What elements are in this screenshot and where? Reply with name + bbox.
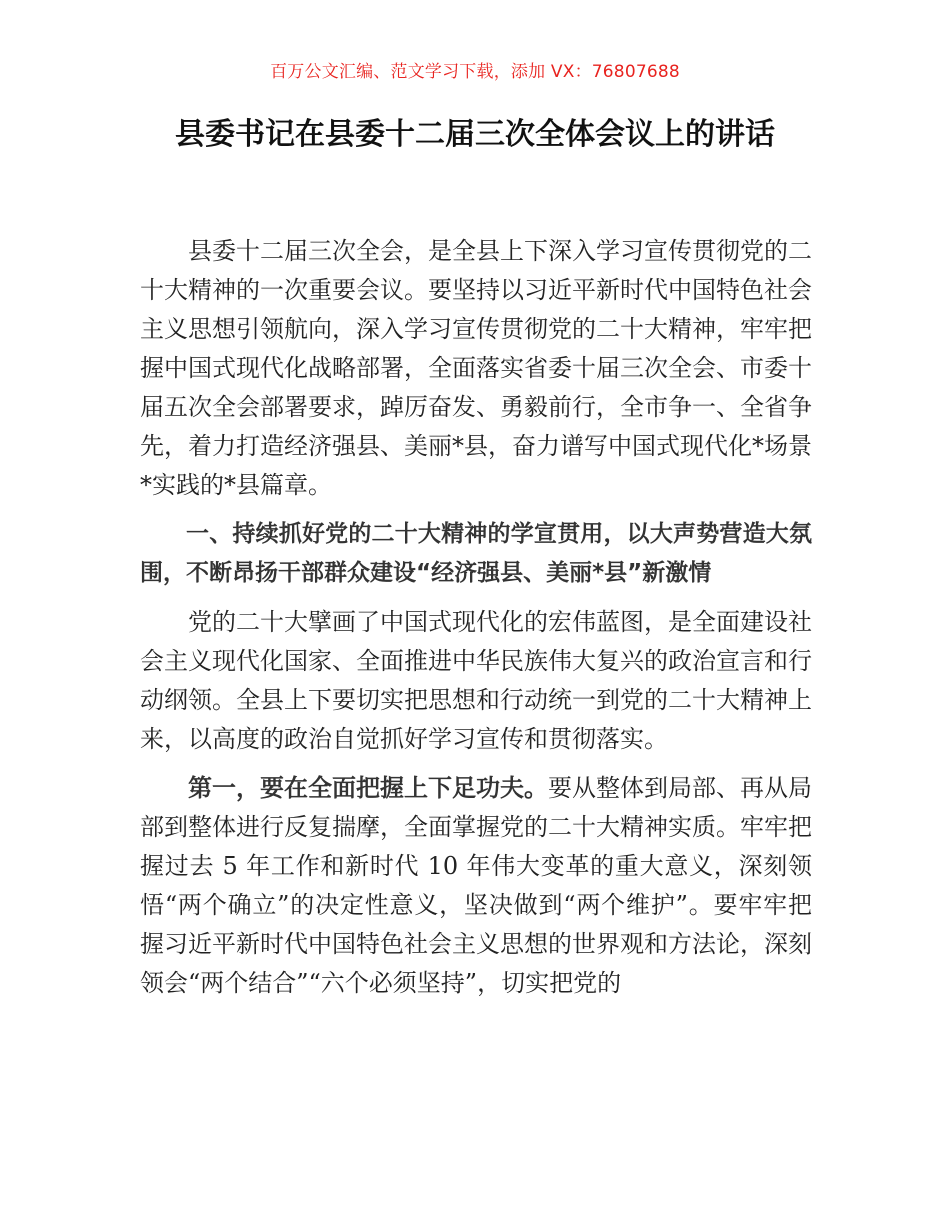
point-one-paragraph	[140, 769, 812, 1003]
point-one-text: 要从整体到局部、再从局部到整体进行反复揣摩，全面掌握党的二十大精神实质。牢牢把握过去 5 年工作和新时代 10 年伟大变革的重大意义，深刻领悟“两个确立”的决定性意义，坚决做到“两个维护”。要牢牢把握习近平新时代中国特色社会主义思想的世界观和方法论，深刻领会“两个结合”“六个必须坚持”，切实把党的	[140, 774, 812, 997]
intro-paragraph: 县委十二届三次全会，是全县上下深入学习宣传贯彻党的二十大精神的一次重要会议。要坚持以习近平新时代中国特色社会主义思想引领航向，深入学习宣传贯彻党的二十大精神，牢牢把握中国式现代化战略部署，全面落实省委十届三次全会、市委十届五次全会部署要求，踔厉奋发、勇毅前行，全市争一、全省争先，着力打造经济强县、美丽*县，奋力谱写中国式现代化*场景*实践的*县篇章。	[140, 237, 812, 499]
document-body	[140, 232, 812, 1013]
document-title: 县委书记在县委十二届三次全体会议上的讲话	[175, 117, 775, 152]
section-one-paragraph: 党的二十大擘画了中国式现代化的宏伟蓝图，是全面建设社会主义现代化国家、全面推进中华民族伟大复兴的政治宣言和行动纲领。全县上下要切实把思想和行动统一到党的二十大精神上来，以高度的政治自觉抓好学习宣传和贯彻落实。	[140, 608, 812, 753]
section-heading-one: 一、持续抓好党的二十大精神的学宣贯用，以大声势营造大氛围，不断昂扬干部群众建设“经济强县、美丽*县”新激情	[140, 521, 812, 586]
point-one-lead: 第一，要在全面把握上下足功夫。	[188, 774, 548, 802]
download-banner: 百万公文汇编、范文学习下载，添加 VX：76807688	[270, 62, 680, 82]
